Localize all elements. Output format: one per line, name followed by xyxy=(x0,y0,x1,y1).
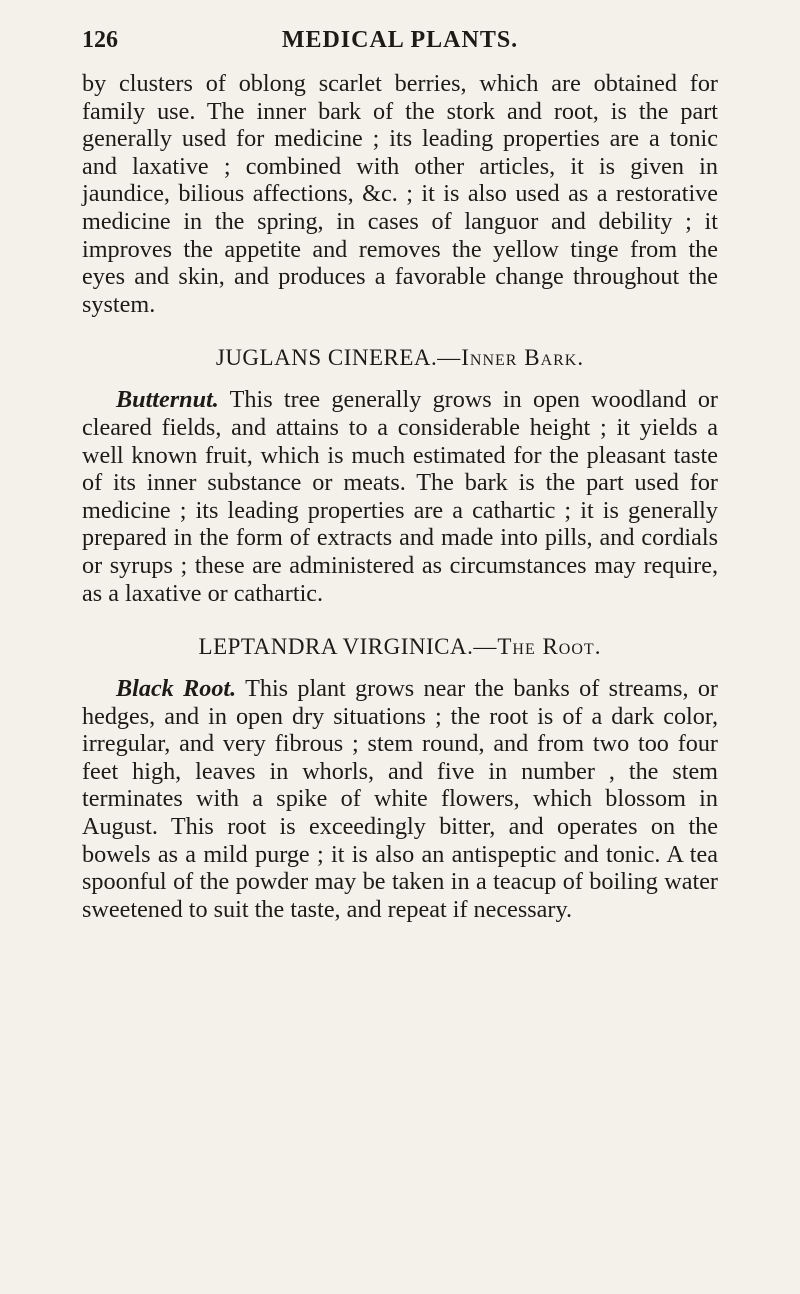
common-name: Butternut. xyxy=(116,386,219,414)
intro-paragraph: by clusters of oblong scarlet berries, which are obtained for family use. The inner bark of the stork and root, is the part generally used for medicine ; its leading properties are a tonic and laxative ; combined with other articles, it is given in jaundice, bilious affections, &c. ; it is also used as a restorative medicine in the spring, in cases of languor and debility ; it improves the appetite and removes the yellow tinge from the eyes and skin, and produces a favorable change throughout the system. xyxy=(82,70,718,318)
section-heading-leptandra xyxy=(82,633,718,661)
section-body: This plant grows near the banks of streams, or hedges, and in open dry situations ; the root is of a dark color, irregular, and very fibrous ; stem round, and from two too four feet high, leaves in whorls, and five in number , the stem terminates with a spike of white flowers, which blossom in August. This root is exceedingly bitter, and operates on the bowels as a mild purge ; it is also an antispeptic and tonic. A tea spoonful of the powder may be taken in a teacup of boiling water sweetened to suit the taste, and repeat if necessary. xyxy=(82,675,718,923)
page-number: 126 xyxy=(82,27,118,53)
section-paragraph-juglans xyxy=(82,386,718,607)
section-paragraph-leptandra xyxy=(82,675,718,923)
section-body: This tree generally grows in open woodland or cleared fields, and attains to a considerable height ; it yields a well known fruit, which is much estimated for the pleasant taste of its inner substance or meats. The bark is the part used for medicine ; its leading properties are a cathartic ; it is generally prepared in the form of extracts and made into pills, and cordials or syrups ; these are administered as circumstances may require, as a laxative or cathartic. xyxy=(82,386,718,607)
common-name: Black Root. xyxy=(116,675,237,703)
book-page xyxy=(82,18,718,923)
part-used: —Inner Bark. xyxy=(437,345,585,371)
running-head xyxy=(82,18,718,62)
latin-name: JUGLANS CINEREA. xyxy=(215,345,438,371)
section-heading-juglans xyxy=(82,344,718,372)
running-title: MEDICAL PLANTS. xyxy=(281,27,519,53)
part-used: —The Root. xyxy=(473,634,602,660)
latin-name: LEPTANDRA VIRGINICA. xyxy=(198,634,474,660)
